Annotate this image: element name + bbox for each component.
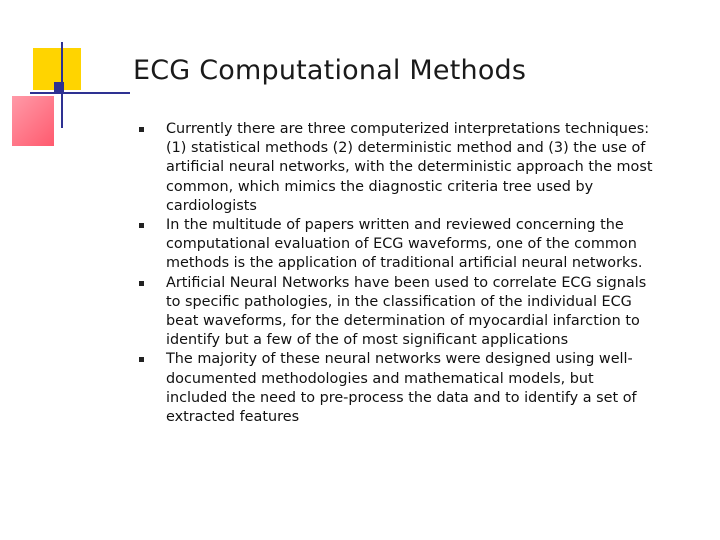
bullet-text: In the multitude of papers written and reviewed concerning the computational evaluation of ECG waveforms, one of the common methods is the application of traditional artificial neural networks. — [166, 217, 643, 272]
slide-title: ECG Computational Methods — [133, 55, 527, 86]
bullet-text: Currently there are three computerized interpretations techniques: (1) statistical methods (2) deterministic method and (3) the use of artificial neural networks, with the deterministic approach the most common, which mimics the diagnostic criteria tree used by cardiologists — [166, 121, 653, 214]
decorative-vertical-line — [61, 42, 63, 128]
bullet-text: Artificial Neural Networks have been used to correlate ECG signals to specific pathologies, in the classification of the individual ECG beat waveforms, for the determination of myocardial infarction to identify but a few of the of most significant applications — [166, 274, 647, 349]
bullet-item-4 — [137, 350, 657, 427]
bullet-list — [137, 120, 657, 427]
bullet-square-icon — [139, 357, 144, 362]
decorative-red-square — [12, 96, 54, 146]
bullet-square-icon — [139, 127, 144, 132]
bullet-item-1 — [137, 120, 657, 216]
bullet-item-3 — [137, 274, 657, 351]
bullet-item-2 — [137, 216, 657, 274]
bullet-square-icon — [139, 223, 144, 228]
decorative-horizontal-line — [30, 92, 130, 94]
bullet-text: The majority of these neural networks were designed using well-documented methodologies and mathematical models, but included the need to pre-process the data and to identify a set of extracted features — [166, 351, 637, 426]
bullet-square-icon — [139, 281, 144, 286]
